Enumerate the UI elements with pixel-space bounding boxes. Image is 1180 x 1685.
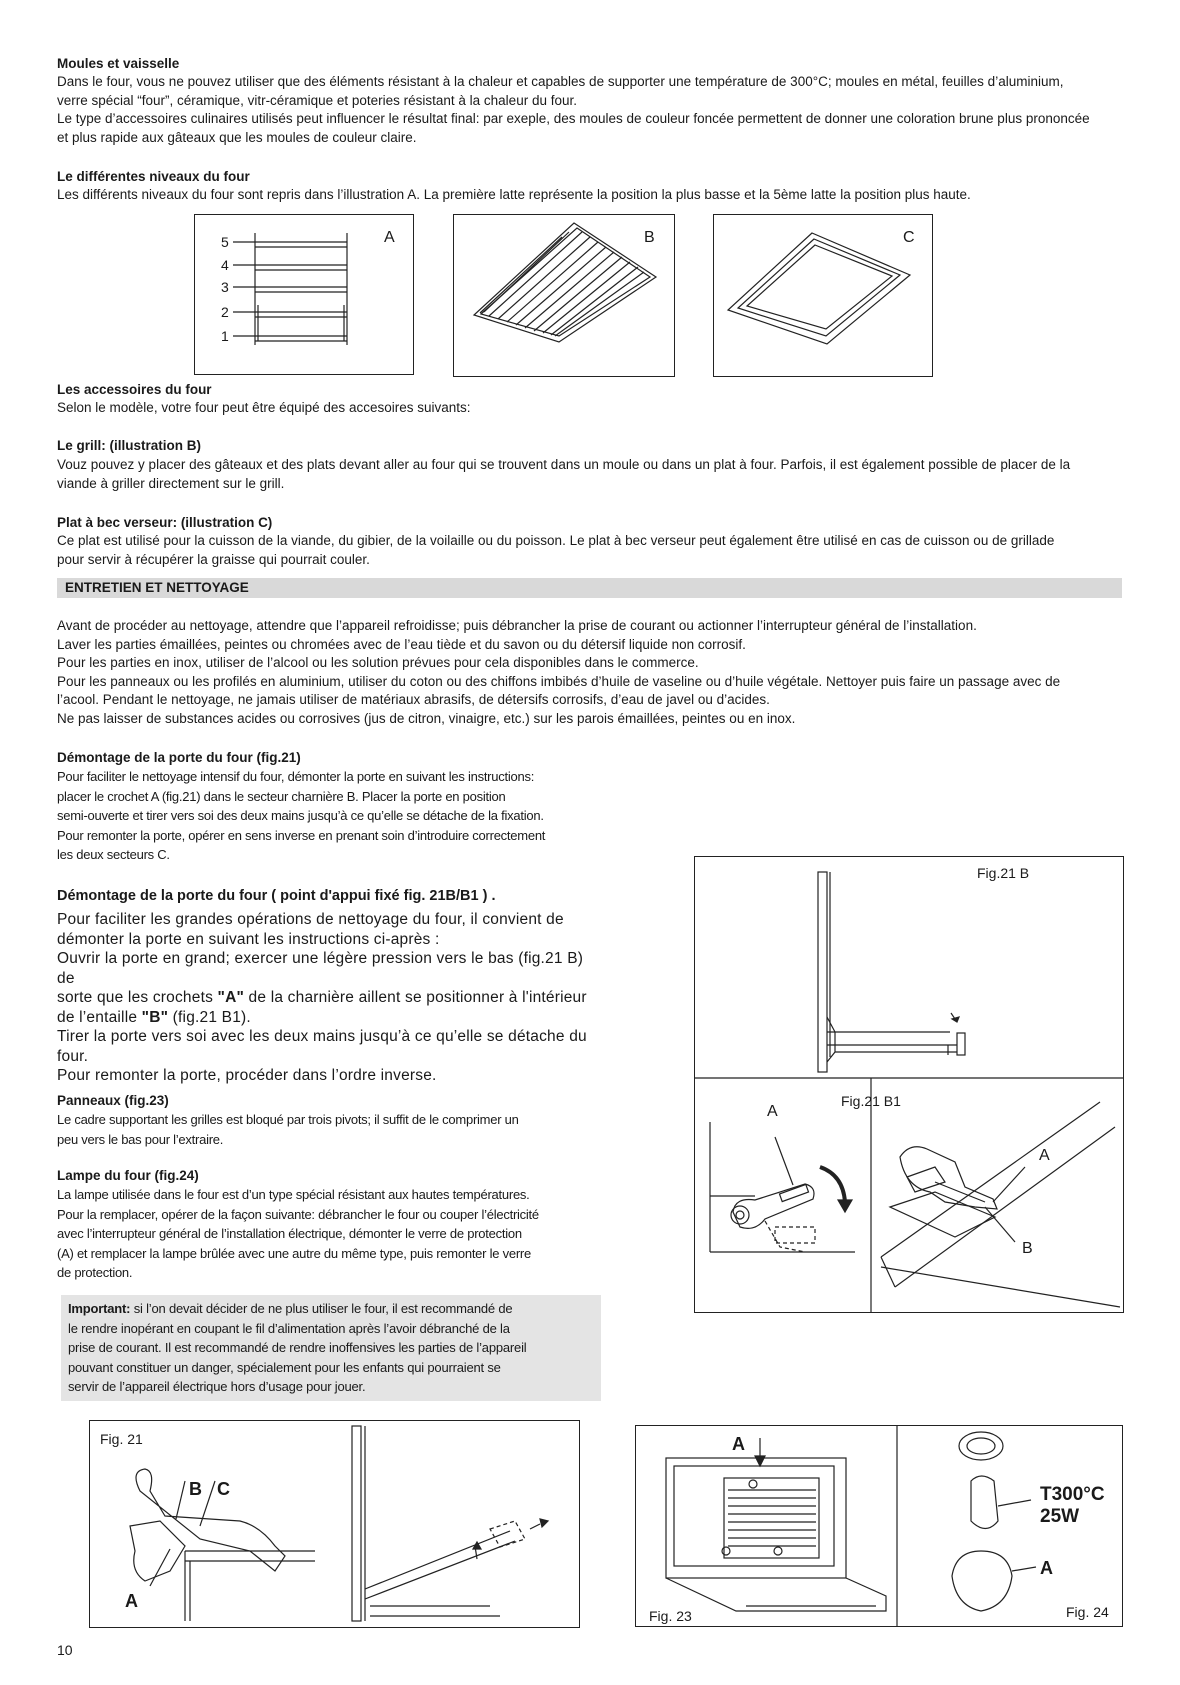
text-line: four. [57, 1047, 89, 1065]
level-number: 1 [221, 328, 229, 344]
lamp-spec-wattage: 25W [1040, 1506, 1080, 1527]
figure-21 [89, 1420, 580, 1628]
callout-label: A [125, 1591, 138, 1611]
dripping-tray-drawing [714, 215, 932, 376]
text-line: Laver les parties émaillées, peintes ou chromées avec de l’eau tiède et du savon ou du détersif liquide non corrosif. [57, 636, 746, 652]
page-number: 10 [57, 1642, 73, 1658]
section-title-grill: Le grill: (illustration B) [57, 438, 201, 453]
section-banner [57, 578, 1122, 598]
text-line: le rendre inopérant en coupant le fil d’alimentation après l’avoir débranché de la [68, 1320, 510, 1336]
section-title-plat: Plat à bec verseur: (illustration C) [57, 515, 273, 530]
text-line: Important: si l’on devait décider de ne plus utiliser le four, il est recommandé de [68, 1301, 513, 1316]
text-line: et plus rapide aux gâteaux que les moules de couleur claire. [57, 129, 417, 145]
text-line: Selon le modèle, votre four peut être équipé des accesoires suivants: [57, 400, 471, 415]
text-line: prise de courant. Il est recommandé de rendre inoffensives les parties de l’appareil [68, 1340, 527, 1355]
text-line: Les différents niveaux du four sont repris dans l’illustration A. La première latte représente la position la plus basse et la 5ème latte la position plus haute. [57, 187, 971, 202]
figure-23-24 [635, 1425, 1123, 1627]
text-line: Ouvrir la porte en grand; exercer une légère pression vers le bas (fig.21 B) de [57, 950, 584, 987]
illustration-a-levels [194, 214, 414, 375]
text-line: semi-ouverte et tirer vers soi des deux mains jusqu’à ce qu’elle se détache de la fixation. [57, 808, 544, 823]
text-line: Le cadre supportant les grilles est bloqué par trois pivots; il suffit de le comprimer un [57, 1112, 519, 1127]
section-title-door: Démontage de la porte du four (fig.21) [57, 750, 301, 765]
oven-rack-levels-drawing [195, 215, 413, 374]
section-body-plat [57, 532, 1127, 569]
text-line: Pour les panneaux ou les profilés en aluminium, utiliser du coton ou des chiffons imbibés d’huile de vaseline ou d’huile végétale. Nettoyer puis faire un passage avec de [57, 673, 1061, 689]
important-label: Important: [68, 1301, 131, 1316]
section-body-door-fixed [57, 910, 602, 1086]
section-title-niveaux: Le différentes niveaux du four [57, 169, 250, 184]
figure-caption: Fig. 23 [649, 1608, 692, 1624]
illustration-c-tray [713, 214, 933, 377]
callout-label: A [732, 1434, 745, 1454]
text-line: pour servir à récupérer la graisse qui pourrait couler. [57, 551, 370, 567]
text-line: démonter la porte en suivant les instructions ci-après : [57, 930, 440, 948]
text-line: Le type d’accessoires culinaires utilisés peut influencer le résultat final: par exeple, des moules de couleur foncée permettent de donner une coloration brune plus prononcée [57, 111, 1090, 126]
grill-rack-drawing [454, 215, 674, 376]
text-line: Pour remonter la porte, opérer en sens inverse en prenant soin d’introduire correctement [57, 827, 546, 843]
figure-21b [694, 856, 1124, 1313]
figure-caption: Fig. 24 [1066, 1604, 1109, 1620]
important-text [68, 1299, 598, 1397]
text-line: sorte que les crochets "A" de la charnière aillent se positionner à l'intérieur [57, 989, 587, 1006]
section-body-lampe [57, 1185, 602, 1283]
text-line: Pour les parties en inox, utiliser de l’alcool ou les solution prévues pour cela disponibles dans le commerce. [57, 655, 699, 670]
text-line: Dans le four, vous ne pouvez utiliser que des éléments résistant à la chaleur et capables de supporter une température de 300°C; moules en métal, feuilles d’aluminium, [57, 74, 1064, 89]
door-open-drawing [695, 857, 1123, 1312]
text-line: avec l’interrupteur général de l’installation électrique, démonter le verre de protection [57, 1226, 522, 1241]
figure-caption: Fig. 21 [100, 1431, 143, 1447]
text-line: les deux secteurs C. [57, 847, 170, 862]
level-number: 5 [221, 234, 229, 250]
text-line: La lampe utilisée dans le four est d’un type spécial résistant aux hautes températures. [57, 1187, 530, 1202]
section-title-accessoires: Les accessoires du four [57, 382, 212, 397]
important-notice [61, 1295, 601, 1401]
level-number: 2 [221, 304, 229, 320]
banner-title: ENTRETIEN ET NETTOYAGE [65, 580, 249, 595]
text-line: (A) et remplacer la lampe brûlée avec une autre du même type, puis remonter le verre [57, 1245, 531, 1261]
text-line: Pour faciliter les grandes opérations de nettoyage du four, il convient de [57, 911, 564, 928]
text-line: peu vers le bas pour l’extraire. [57, 1131, 224, 1147]
text-line: de protection. [57, 1265, 133, 1280]
text-line: Ce plat est utilisé pour la cuisson de la viande, du gibier, de la voilaille ou du poisson. Le plat à bec verseur peut également être utilisé en cas de cuisson ou de grillade [57, 533, 1055, 548]
section-body-moules [57, 73, 1127, 147]
text-line: Tirer la porte vers soi avec les deux mains jusqu’à ce qu’elle se détache du [57, 1028, 587, 1045]
hinge-removal-drawing [90, 1421, 579, 1627]
callout-label: B [1022, 1240, 1033, 1257]
callout-label: A [1040, 1558, 1053, 1578]
callout-label: B [189, 1479, 202, 1499]
section-title-panneaux: Panneaux (fig.23) [57, 1093, 169, 1108]
text-line: servir de l’appareil électrique hors d’usage pour jouer. [68, 1379, 366, 1394]
text-line: Ne pas laisser de substances acides ou corrosives (jus de citron, vinaigre, etc.) sur les parois émaillées, peintes ou en inox. [57, 710, 796, 726]
illustration-label: A [384, 229, 395, 246]
text-line: de l’entaille "B" (fig.21 B1). [57, 1008, 251, 1026]
text-line: Pour faciliter le nettoyage intensif du four, démonter la porte en suivant les instructions: [57, 769, 535, 784]
section-body-door [57, 767, 602, 865]
section-body-grill [57, 456, 1127, 493]
section-body-accessoires [57, 399, 1127, 418]
illustration-label: C [903, 229, 915, 246]
callout-label: A [1039, 1147, 1050, 1164]
text-line: verre spécial “four”, céramique, vitr-céramique et poteries résistant à la chaleur du four. [57, 92, 577, 108]
illustration-label: B [644, 229, 655, 246]
text-line: Pour remonter la porte, procéder dans l’ordre inverse. [57, 1067, 437, 1084]
text-line: l’acool. Pendant le nettoyage, ne jamais utiliser de matériaux abrasifs, de détersifs corrosifs, d’eau de javel ou d’acides. [57, 692, 770, 707]
section-body-panneaux [57, 1110, 602, 1149]
illustration-b-grill [453, 214, 675, 377]
text-line: pouvant constituer un danger, spécialement pour les enfants qui pourraient se [68, 1359, 501, 1375]
section-body-niveaux [57, 186, 1127, 205]
callout-label: C [217, 1479, 230, 1499]
level-number: 3 [221, 279, 229, 295]
text-line: placer le crochet A (fig.21) dans le secteur charnière B. Placer la porte en position [57, 788, 506, 804]
text-line: Vouz pouvez y placer des gâteaux et des plats devant aller au four qui se trouvent dans un moule ou dans un plat à four. Parfois, il est également possible de placer de la [57, 457, 1071, 472]
section-title-door-fixed: Démontage de la porte du four ( point d'appui fixé fig. 21B/B1 ) . [57, 888, 496, 904]
text-line: Pour la remplacer, opérer de la façon suivante: débrancher le four ou couper l’électricité [57, 1206, 539, 1222]
figure-caption: Fig.21 B [977, 865, 1030, 881]
text-line: viande à griller directement sur le grill. [57, 475, 285, 491]
level-number: 4 [221, 257, 229, 273]
text-line: Avant de procéder au nettoyage, attendre que l’appareil refroidisse; puis débrancher la prise de courant ou actionner l’interrupteur général de l’installation. [57, 618, 977, 633]
section-title-lampe: Lampe du four (fig.24) [57, 1168, 199, 1183]
lamp-spec-temperature: T300°C [1040, 1484, 1105, 1505]
figure-caption: Fig.21 B1 [841, 1093, 901, 1109]
callout-label: A [767, 1103, 778, 1120]
section-title-moules: Moules et vaisselle [57, 56, 180, 71]
cleaning-body [57, 617, 1127, 728]
